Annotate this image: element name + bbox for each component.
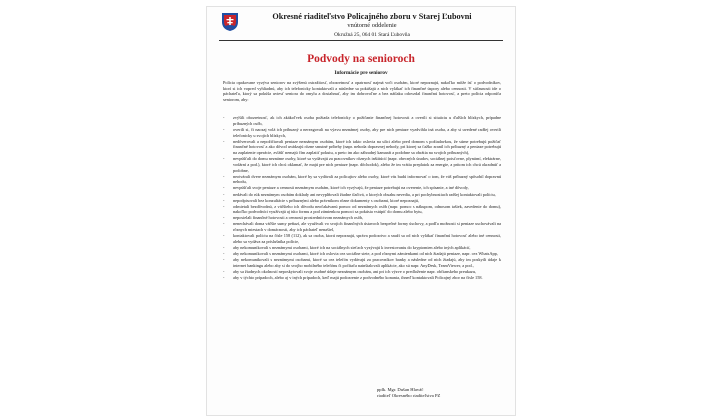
advice-item [223, 245, 501, 251]
advice-item [223, 185, 501, 191]
advice-item [223, 215, 501, 221]
advice-item [223, 115, 501, 127]
advice-item-text: neotvárali dvere neznámym osobám, ktoré by sa vydávali za policajtov alebo osoby, ktoré vás budú informovať o tom, že váš príbuzný spôsobil dopravnú nehodu, [233, 173, 501, 185]
list-dash: - [223, 257, 225, 263]
advice-item [223, 174, 501, 186]
list-dash: - [223, 245, 225, 251]
advice-item [223, 257, 501, 269]
advice-item [223, 192, 501, 198]
signature-name: pplk. Mgr. Dušan Hlaváč [377, 387, 424, 392]
list-dash: - [223, 233, 225, 239]
list-dash: - [223, 203, 225, 209]
header-subtitle: vnútorné oddelenie [347, 22, 397, 29]
advice-item-text: kontaktovali políciu na čísle 158 (112), ak sa osoba, ktorú nepoznajú, správa podozrivo a snaží sa od nich vylákať finančnú hotovosť alebo iné cennosti, alebo sa vydáva za príslušníka polície, [233, 233, 501, 245]
advice-item-text: nedávali do rúk neznámym osobám doklady ani nevyplňovali žiadne tlačivá, o ktorých obsahu nevedia, a pri pochybnostiach radšej kontaktovali políciu, [233, 191, 496, 197]
advice-item [223, 275, 501, 281]
list-dash: - [223, 115, 225, 120]
header-title: Okresné riaditeľstvo Policajného zboru v Starej Ľubovni [272, 12, 472, 21]
document-title: Podvody na senioroch [307, 53, 415, 65]
advice-item-text: zvýšili obozretnosť, ak ich akákoľvek osoba požiada telefonicky o požičanie finančnej hotovosti a overili si situáciu u ďalších blízkych, prípadne príbuzných osôb, [233, 115, 501, 126]
advice-item-text: aby nekomunikovali s neznámymi osobami, ktoré sa cez telefón vydávajú za pracovníkov banky a následne od nich žiadajú, aby im poskytli údaje k internet bankingu alebo aby si do svojho mobilného telefónu či počítača nainštalovali aplikácie, ako sú napr. AnyDesk, TeamViewer, a pod., [233, 257, 501, 268]
advice-item [223, 221, 501, 233]
advice-item [223, 127, 501, 139]
advice-item-text: aby nekomunikovali s neznámymi osobami, ktoré ich na sociálnych sieťach vyzývajú k investovaniu do kryptomien alebo iných aplikácií, [233, 245, 471, 251]
list-dash: - [223, 126, 225, 132]
list-dash: - [223, 138, 225, 144]
advice-item [223, 251, 501, 257]
intro-paragraph: Polícia opakovane vyzýva seniorov na zvýšenú ostražitosť, obozretnosť a opatrnosť najmä voči osobám, ktoré nepoznajú, nakoľko môže ísť o podvodníkov, ktorí si ich vopred vyhliadnú, aby ich telefonicky kontaktovali a následne sa pokúšajú z nich vylákať ich finančné úspory alebo cennosti. V súčasnosti ide o páchateľa, ktorý sa pokúša uviesť seniora do omylu a dosiahnuť, aby im dobrovoľne a bez nátlaku odovzdal finančnú hotovosť, a preto polícia odporúča seniorom, aby: [223, 80, 501, 102]
advice-item-text: aby v týchto prípadoch, alebo aj v iných prípadoch, keď majú podozrenie z podvodného konania, ihneď kontaktovali Policajný zbor na čísle 158. [233, 275, 483, 280]
list-dash: - [223, 191, 225, 197]
advice-item [223, 156, 501, 173]
advice-item-text: nevpúšťali do domu neznáme osoby, ktoré sa vydávajú za pracovníkov rôznych inštitúcií (napr. obecných úradov, sociálnej poisťovne, plynární, elektrárne, vodární a pod.), ktoré ich chcú oklamať, že majú pre nich peniaze (napr. dôchodok), alebo že im vrátia preplatok za energie, a pritom ich chcú okradnúť a podobne, [233, 156, 501, 173]
header-divider [219, 40, 503, 41]
list-dash: - [223, 275, 225, 280]
signature-block [377, 387, 507, 399]
advice-item-text: nepodpisovali bez konzultácie s príbuznými alebo právnikom rôzne dokumenty s osobami, ktoré nepoznajú, [233, 197, 419, 203]
advice-item-text: aby nekomunikovali s neznámymi osobami, ktoré ich oslovia cez sociálne siete, a pod rôznymi zámienkami od nich žiadajú peniaze, napr. cez WhatsApp, [233, 251, 498, 257]
advice-item [223, 204, 501, 216]
list-dash: - [223, 251, 225, 257]
advice-item-text: odmietali bezdôvodnú, z väčšieho ich dôvodu neočakávanú pomoc od neznámych osôb (napr. pomoc s nákupom, odnosom tašiek, zavedenie do domu), nakoľko podvodníci využívajú aj túto formu a pod zámienkou pomoci sa pokúsia vstúpiť do domu alebo bytu, [233, 203, 501, 215]
advice-item-text: overili si, či naozaj volá ich príbuzný a nereagovali na výzvu neznámej osoby, aby pre nich peniaze vyzdvihla iná osoba, a aby si uvedené radšej overili telefonicky u svojich blízkych, [233, 126, 501, 138]
list-dash: - [223, 173, 225, 179]
header-address: Okružná 25, 064 01 Stará Ľubovňa [334, 32, 410, 38]
document-page [206, 6, 516, 416]
list-dash: - [223, 215, 225, 221]
document-subtitle: Informácie pre seniorov [334, 70, 388, 76]
advice-item-text: nenechávali doma väčšie sumy peňazí, ale využívali vo svojich finančných ústavoch bezpečné formy úschovy, a podľa možnosti si peniaze uschovávali na rôznych miestach v domácnosti, aby ich páchateľ nenašiel, [233, 221, 501, 233]
list-dash: - [223, 156, 225, 162]
advice-list [223, 115, 501, 281]
list-dash: - [223, 185, 225, 191]
list-dash: - [223, 268, 225, 274]
advice-item-text: aby sa žiadnych okolností neposkytovali svoje osobné údaje neznámym osobám, ani pri ich výzve o predloženie napr. občianskeho preukazu, [233, 268, 477, 274]
advice-item [223, 139, 501, 156]
advice-item-text: nevpúšťali svoje peniaze a cennosti neznámym osobám, ktoré ich vyzývajú, že peniaze potrebujú na overenie, ich spísanie, a iné dôvody, [233, 185, 469, 191]
signature-role: riaditeľ Okresného riaditeľstva PZ [377, 393, 441, 398]
advice-item [223, 233, 501, 245]
advice-item-text: neposielali finančné hotovosti a cennosti prostredníctvom neznámych osôb, [233, 215, 364, 221]
advice-item [223, 198, 501, 204]
list-dash: - [223, 221, 225, 227]
list-dash: - [223, 197, 225, 203]
advice-item-text: nedôverovali a nepožičiavali peniaze neznámym osobám, ktoré ich takto oslovia na ulici alebo pred domom s požiadavkou, že súrne potrebujú požičať finančné hotovosť a ako dôvod uvádzajú rôzne smutné príbehy (napr. nehoda dopravnej nehody, pri ktorej sa ťažko zranil ich príbuzný a peniaze potrebujú na zaplatenie operácie, zvlášť nemajú čím zaplatiť pokutu, a preto im ako záhradný kamarát a podobne sa obrátia na svojich príbuzných), [233, 138, 501, 156]
advice-item [223, 269, 501, 275]
